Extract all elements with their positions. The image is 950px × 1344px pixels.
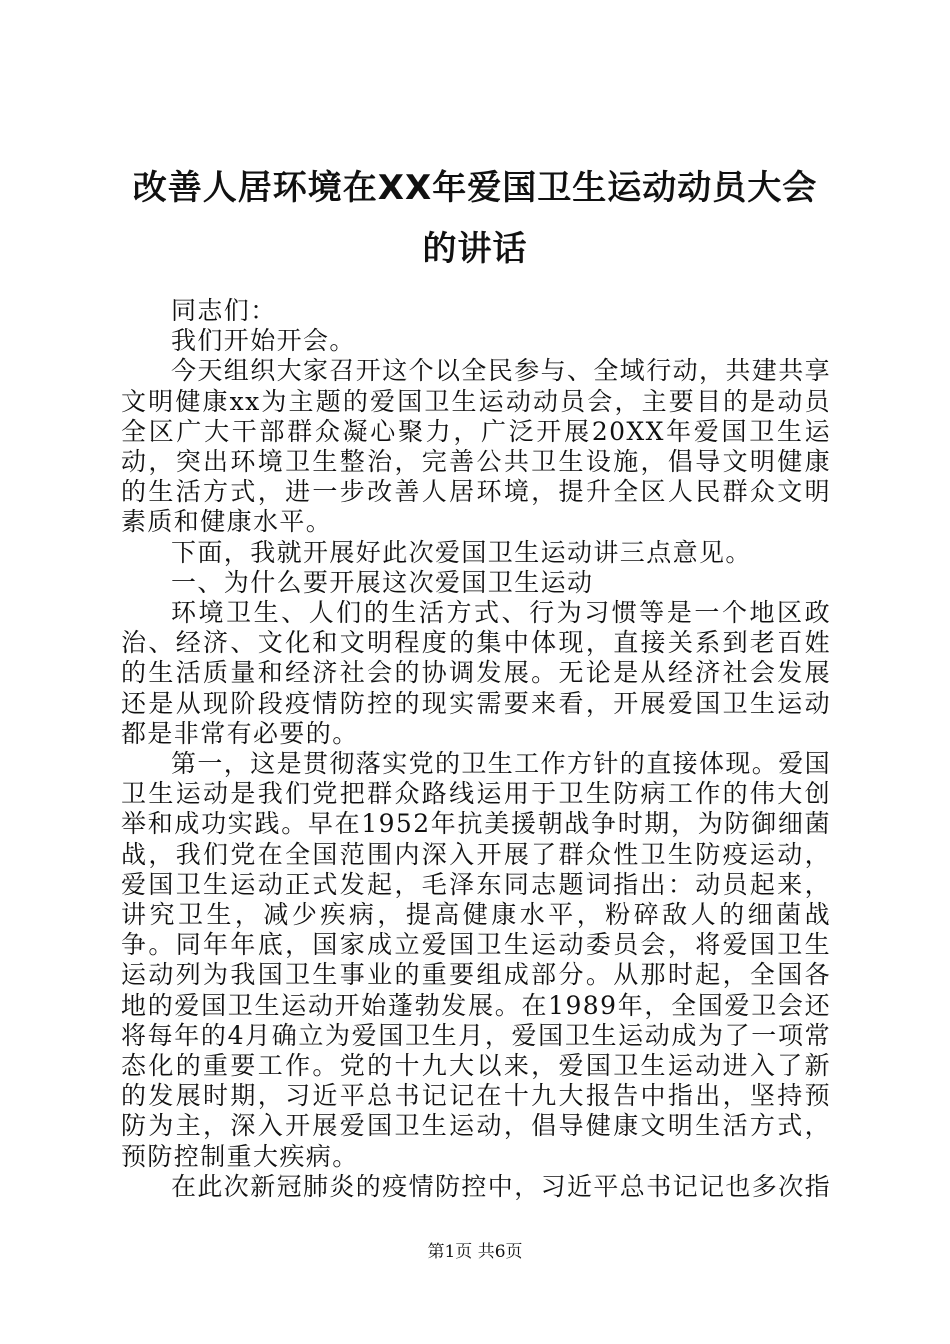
paragraph: 第一，这是贯彻落实党的卫生工作方针的直接体现。爱国卫生运动是我们党把群众路线运用于卫生防病工作的伟大创举和成功实践。早在1952年抗美援朝战争时期，为防御细菌战，我们党在全国范围内深入开展了群众性卫生防疫运动，爱国卫生运动正式发起，毛泽东同志题词指出：动员起来，讲究卫生，减少疾病，提高健康水平，粉碎敌人的细菌战争。同年年底，国家成立爱国卫生运动委员会，将爱国卫生运动列为我国卫生事业的重要组成部分。从那时起，全国各地的爱国卫生运动开始蓬勃发展。在1989年，全国爱卫会还将每年的4月确立为爱国卫生月，爱国卫生运动成为了一项常态化的重要工作。党的十九大以来，爱国卫生运动进入了新的发展时期，习近平总书记记在十九大报告中指出，坚持预防为主，深入开展爱国卫生运动，倡导健康文明生活方式，预防控制重大疾病。 [121, 749, 832, 1171]
document-title [120, 158, 830, 280]
salutation: 同志们： [171, 296, 277, 325]
title-line-1: 改善人居环境在XX年爱国卫生运动动员大会 [132, 168, 818, 208]
page-number-footer: 第1页 共6页 [427, 1242, 523, 1262]
section-heading: 一、为什么要开展这次爱国卫生运动 [171, 567, 594, 597]
paragraph: 在此次新冠肺炎的疫情防控中，习近平总书记记也多次指 [171, 1171, 832, 1201]
paragraph: 我们开始开会。 [171, 326, 356, 356]
paragraph: 下面，我就开展好此次爱国卫生运动讲三点意见。 [171, 537, 752, 567]
document-body [121, 296, 831, 1202]
title-line-2: 的讲话 [422, 229, 528, 269]
paragraph: 环境卫生、人们的生活方式、行为习惯等是一个地区政治、经济、文化和文明程度的集中体现，直接关系到老百姓的生活质量和经济社会的协调发展。无论是从经济社会发展还是从现阶段疫情防控的现实需要来看，开展爱国卫生运动都是非常有必要的。 [121, 598, 831, 748]
paragraph: 今天组织大家召开这个以全民参与、全域行动，共建共享文明健康xx为主题的爱国卫生运动动员会，主要目的是动员全区广大干部群众凝心聚力，广泛开展20XX年爱国卫生运动，突出环境卫生整治，完善公共卫生设施，倡导文明健康的生活方式，进一步改善人居环境，提升全区人民群众文明素质和健康水平。 [121, 356, 832, 537]
